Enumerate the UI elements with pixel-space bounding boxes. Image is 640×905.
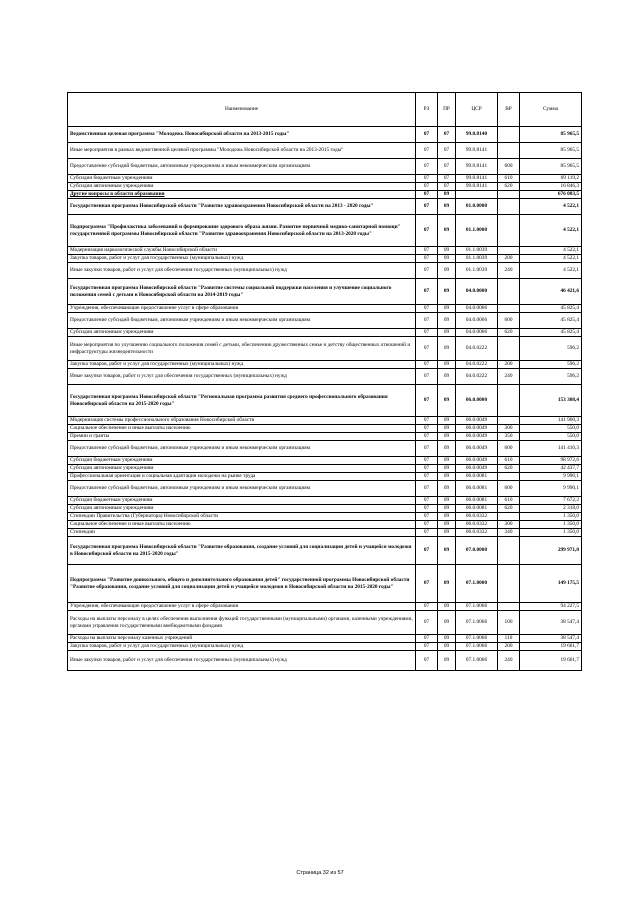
cell-csr: 04.0.0222: [456, 369, 498, 385]
cell-csr: 04.0.0066: [456, 329, 498, 337]
cell-sum: 596,2: [520, 369, 582, 385]
cell-rz: 07: [416, 305, 438, 313]
table-row: [68, 143, 582, 159]
cell-name: Субсидии автономным учреждениям: [68, 465, 416, 473]
cell-csr: 06.0.0081: [456, 497, 498, 505]
cell-csr: 06.0.0081: [456, 473, 498, 481]
cell-rz: 07: [416, 215, 438, 247]
cell-csr: 04.0.0000: [456, 279, 498, 305]
cell-name: Закупка товаров, работ и услуг для государственных (муниципальных) нужд: [68, 643, 416, 651]
cell-pr: 09: [438, 279, 456, 305]
cell-name: Расходы на выплаты персоналу в целях обеспечения выполнения функций государственными (муниципальными) органами, казенными учреждениями, органами управления государственными внебюджетными фондами: [68, 611, 416, 635]
cell-name: Премии и гранты: [68, 433, 416, 441]
cell-sum: 1 350,0: [520, 513, 582, 521]
cell-vr: [498, 337, 520, 361]
cell-sum: 9 990,1: [520, 481, 582, 497]
table-row: [68, 279, 582, 305]
cell-pr: 09: [438, 603, 456, 611]
cell-rz: 07: [416, 183, 438, 191]
cell-rz: 07: [416, 313, 438, 329]
table-row: [68, 175, 582, 183]
table-body: [68, 127, 582, 671]
cell-name: Учреждения, обеспечивающие предоставление услуг в сфере образования: [68, 305, 416, 313]
cell-vr: [498, 199, 520, 215]
cell-name: Субсидии бюджетным учреждениям: [68, 497, 416, 505]
cell-vr: 200: [498, 255, 520, 263]
table-row: [68, 643, 582, 651]
table-row: [68, 433, 582, 441]
cell-sum: 85 965,5: [520, 159, 582, 175]
table-row: [68, 247, 582, 255]
table-row: [68, 369, 582, 385]
cell-csr: 07.1.0066: [456, 611, 498, 635]
header-rz: РЗ: [416, 93, 438, 127]
cell-csr: 07.1.0066: [456, 635, 498, 643]
cell-sum: 4 522,1: [520, 263, 582, 279]
header-vr: ВР: [498, 93, 520, 127]
cell-sum: 153 308,4: [520, 385, 582, 417]
cell-rz: 07: [416, 385, 438, 417]
cell-csr: [456, 191, 498, 199]
cell-csr: 99.0.8141: [456, 143, 498, 159]
cell-pr: 09: [438, 313, 456, 329]
cell-vr: 300: [498, 425, 520, 433]
cell-pr: 09: [438, 643, 456, 651]
cell-rz: 07: [416, 361, 438, 369]
cell-sum: 19 661,7: [520, 643, 582, 651]
cell-rz: 07: [416, 255, 438, 263]
budget-table: [67, 92, 582, 671]
cell-name: Иные мероприятия по улучшению социального положения семей с детьми, обеспечению дружественных семье и детству общественных отношений и инфраструктуры жизнедеятельности: [68, 337, 416, 361]
cell-csr: 07.1.0066: [456, 603, 498, 611]
cell-pr: 09: [438, 263, 456, 279]
cell-name: Государственная программа Новосибирской области "Развитие системы социальной поддержки населения и улучшение социального положения семей с детьми в Новосибирской области на 2014-2019 годы": [68, 279, 416, 305]
cell-rz: 07: [416, 635, 438, 643]
cell-name: Предоставление субсидий бюджетным, автономным учреждениям и иным некоммерческим организациям: [68, 159, 416, 175]
cell-name: Учреждения, обеспечивающие предоставление услуг в сфере образования: [68, 603, 416, 611]
cell-rz: 07: [416, 643, 438, 651]
cell-vr: 620: [498, 465, 520, 473]
cell-rz: 07: [416, 565, 438, 603]
cell-pr: 07: [438, 143, 456, 159]
cell-name: Предоставление субсидий бюджетным, автономным учреждениям и иным некоммерческим организациям: [68, 481, 416, 497]
table-header-row: [68, 93, 582, 127]
cell-sum: 141 410,3: [520, 441, 582, 457]
table-row: [68, 603, 582, 611]
table-row: [68, 473, 582, 481]
cell-name: Субсидии автономным учреждениям: [68, 183, 416, 191]
table-row: [68, 457, 582, 465]
cell-pr: 09: [438, 505, 456, 513]
cell-csr: 06.0.0332: [456, 529, 498, 537]
cell-sum: 1 350,0: [520, 521, 582, 529]
cell-vr: [498, 143, 520, 159]
cell-name: Иные закупки товаров, работ и услуг для обеспечения государственных (муниципальных) нужд: [68, 369, 416, 385]
cell-csr: 01.0.0000: [456, 199, 498, 215]
cell-csr: 01.1.0039: [456, 247, 498, 255]
table-row: [68, 635, 582, 643]
cell-vr: [498, 279, 520, 305]
table-row: [68, 497, 582, 505]
cell-sum: 550,0: [520, 425, 582, 433]
cell-name: Государственная программа Новосибирской области "Развитие здравоохранения Новосибирской области на 2013 - 2020 годы": [68, 199, 416, 215]
cell-name: Другие вопросы в области образования: [68, 191, 416, 199]
cell-name: Закупка товаров, работ и услуг для государственных (муниципальных) нужд: [68, 255, 416, 263]
cell-name: Социальное обеспечение и иные выплаты населению: [68, 425, 416, 433]
cell-pr: 09: [438, 465, 456, 473]
cell-vr: 110: [498, 635, 520, 643]
cell-csr: 07.1.0066: [456, 651, 498, 671]
cell-name: Субсидии автономным учреждениям: [68, 329, 416, 337]
cell-pr: 07: [438, 159, 456, 175]
cell-rz: 07: [416, 473, 438, 481]
cell-pr: 09: [438, 361, 456, 369]
cell-vr: [498, 417, 520, 425]
cell-pr: 07: [438, 175, 456, 183]
cell-pr: 09: [438, 537, 456, 565]
cell-name: Ведомственная целевая программа "Молодежь Новосибирской области на 2013-2015 годы": [68, 127, 416, 143]
table-row: [68, 465, 582, 473]
cell-name: Закупка товаров, работ и услуг для государственных (муниципальных) нужд: [68, 361, 416, 369]
cell-pr: 09: [438, 369, 456, 385]
cell-rz: 07: [416, 425, 438, 433]
table-row: [68, 417, 582, 425]
cell-rz: 07: [416, 457, 438, 465]
cell-name: Государственная программа Новосибирской области "Региональная программа развития среднего профессионального образования Новосибирской области на 2015-2020 годы": [68, 385, 416, 417]
table-row: [68, 361, 582, 369]
cell-sum: 46 421,6: [520, 279, 582, 305]
cell-rz: 07: [416, 651, 438, 671]
cell-rz: 07: [416, 329, 438, 337]
cell-name: Модернизация наркологической службы Новосибирской области: [68, 247, 416, 255]
cell-sum: 16 846,3: [520, 183, 582, 191]
cell-name: Иные закупки товаров, работ и услуг для обеспечения государственных (муниципальных) нужд: [68, 651, 416, 671]
cell-sum: 38 547,4: [520, 635, 582, 643]
table-row: [68, 425, 582, 433]
cell-vr: 600: [498, 313, 520, 329]
cell-name: Социальное обеспечение и иные выплаты населению: [68, 521, 416, 529]
cell-vr: [498, 603, 520, 611]
cell-name: Иные мероприятия в рамках ведомственной целевой программы "Молодежь Новосибирской области на 2013-2015 годы": [68, 143, 416, 159]
cell-sum: 45 825,4: [520, 305, 582, 313]
cell-sum: 676 083,5: [520, 191, 582, 199]
page-number: Страница 32 из 57: [296, 870, 344, 876]
cell-sum: 550,0: [520, 433, 582, 441]
cell-rz: 07: [416, 433, 438, 441]
cell-pr: 09: [438, 199, 456, 215]
cell-csr: 06.0.0332: [456, 513, 498, 521]
cell-rz: 07: [416, 603, 438, 611]
table-row: [68, 159, 582, 175]
cell-pr: 07: [438, 183, 456, 191]
cell-pr: 09: [438, 441, 456, 457]
cell-csr: 06.0.0049: [456, 433, 498, 441]
table-row: [68, 537, 582, 565]
cell-csr: 04.0.0066: [456, 305, 498, 313]
cell-sum: 4 522,1: [520, 199, 582, 215]
cell-name: Субсидии бюджетным учреждениям: [68, 175, 416, 183]
cell-name: Подпрограмма "Профилактика заболеваний и формирование здорового образа жизни. Развитие первичной медико-санитарной помощи" государственной программы Новосибирской области "Развитие здравоохранения Новосибирской области на 2013-2020 годы": [68, 215, 416, 247]
cell-vr: 600: [498, 159, 520, 175]
table-row: [68, 385, 582, 417]
cell-vr: 610: [498, 175, 520, 183]
table-row: [68, 215, 582, 247]
table-row: [68, 513, 582, 521]
cell-csr: 99.0.8141: [456, 175, 498, 183]
cell-rz: 07: [416, 191, 438, 199]
cell-vr: 100: [498, 611, 520, 635]
table-row: [68, 651, 582, 671]
cell-csr: 06.0.0000: [456, 385, 498, 417]
table-row: [68, 263, 582, 279]
cell-rz: 07: [416, 247, 438, 255]
cell-csr: 01.1.0000: [456, 215, 498, 247]
cell-pr: 09: [438, 513, 456, 521]
cell-pr: 09: [438, 255, 456, 263]
cell-vr: 340: [498, 529, 520, 537]
cell-rz: 07: [416, 529, 438, 537]
cell-csr: 04.0.0066: [456, 313, 498, 329]
table-row: [68, 313, 582, 329]
cell-csr: 06.0.0049: [456, 441, 498, 457]
cell-csr: 06.0.0049: [456, 457, 498, 465]
cell-sum: 85 965,5: [520, 127, 582, 143]
table-row: [68, 505, 582, 513]
cell-rz: 07: [416, 199, 438, 215]
cell-rz: 07: [416, 369, 438, 385]
cell-csr: 04.0.0222: [456, 361, 498, 369]
cell-csr: 06.0.0049: [456, 425, 498, 433]
cell-pr: 09: [438, 247, 456, 255]
cell-vr: [498, 513, 520, 521]
cell-name: Субсидии автономным учреждениям: [68, 505, 416, 513]
cell-rz: 07: [416, 441, 438, 457]
header-name: Наименование: [68, 93, 416, 127]
cell-name: Предоставление субсидий бюджетным, автономным учреждениям и иным некоммерческим организациям: [68, 441, 416, 457]
cell-sum: 7 672,2: [520, 497, 582, 505]
cell-name: Расходы на выплаты персоналу казенных учреждений: [68, 635, 416, 643]
cell-rz: 07: [416, 127, 438, 143]
cell-rz: 07: [416, 175, 438, 183]
header-pr: ПР: [438, 93, 456, 127]
cell-vr: 600: [498, 441, 520, 457]
cell-sum: 42 437,7: [520, 465, 582, 473]
cell-name: Иные закупки товаров, работ и услуг для обеспечения государственных (муниципальных) нужд: [68, 263, 416, 279]
cell-sum: 2 318,0: [520, 505, 582, 513]
cell-rz: 07: [416, 465, 438, 473]
cell-pr: 09: [438, 329, 456, 337]
cell-pr: 09: [438, 305, 456, 313]
cell-vr: [498, 473, 520, 481]
cell-pr: 07: [438, 127, 456, 143]
cell-vr: [498, 127, 520, 143]
cell-vr: 610: [498, 497, 520, 505]
cell-csr: 01.1.0039: [456, 255, 498, 263]
cell-sum: 69 119,2: [520, 175, 582, 183]
cell-rz: 07: [416, 337, 438, 361]
cell-sum: 9 990,1: [520, 473, 582, 481]
cell-name: Подпрограмма "Развитие дошкольного, общего и дополнительного образования детей" государственной программы Новосибирской области "Развитие образования, создание условий для социализации детей и учащейся молодежи в Новосибирской области на 2015-2020 годы": [68, 565, 416, 603]
cell-csr: 99.0.8141: [456, 183, 498, 191]
table-row: [68, 183, 582, 191]
cell-vr: 350: [498, 433, 520, 441]
cell-sum: 38 547,4: [520, 611, 582, 635]
cell-rz: 07: [416, 417, 438, 425]
cell-rz: 07: [416, 263, 438, 279]
cell-vr: [498, 191, 520, 199]
cell-csr: 07.1.0000: [456, 565, 498, 603]
cell-sum: 45 825,4: [520, 329, 582, 337]
cell-pr: 09: [438, 529, 456, 537]
cell-sum: 4 522,1: [520, 215, 582, 247]
cell-vr: 240: [498, 651, 520, 671]
cell-sum: 98 972,6: [520, 457, 582, 465]
cell-sum: 299 971,0: [520, 537, 582, 565]
cell-vr: 620: [498, 329, 520, 337]
table-row: [68, 199, 582, 215]
cell-pr: 09: [438, 565, 456, 603]
table-row: [68, 305, 582, 313]
table-row: [68, 481, 582, 497]
cell-csr: 99.0.8140: [456, 127, 498, 143]
cell-vr: [498, 537, 520, 565]
cell-rz: 07: [416, 537, 438, 565]
cell-vr: 240: [498, 263, 520, 279]
table-row: [68, 441, 582, 457]
cell-rz: 07: [416, 143, 438, 159]
cell-pr: 09: [438, 215, 456, 247]
cell-csr: 01.1.0039: [456, 263, 498, 279]
cell-name: Модернизация системы профессионального образования Новосибирской области: [68, 417, 416, 425]
cell-vr: 610: [498, 457, 520, 465]
cell-pr: 09: [438, 191, 456, 199]
cell-csr: 06.0.0049: [456, 417, 498, 425]
table-row: [68, 127, 582, 143]
cell-pr: 09: [438, 473, 456, 481]
cell-csr: 06.0.0332: [456, 521, 498, 529]
table-row: [68, 191, 582, 199]
cell-rz: 07: [416, 481, 438, 497]
cell-rz: 07: [416, 159, 438, 175]
cell-pr: 09: [438, 651, 456, 671]
cell-pr: 09: [438, 457, 456, 465]
cell-vr: [498, 385, 520, 417]
cell-sum: 596,2: [520, 337, 582, 361]
cell-pr: 09: [438, 385, 456, 417]
cell-vr: 300: [498, 521, 520, 529]
cell-vr: [498, 215, 520, 247]
cell-pr: 09: [438, 521, 456, 529]
cell-sum: 19 661,7: [520, 651, 582, 671]
header-csr: ЦСР: [456, 93, 498, 127]
cell-sum: 141 960,3: [520, 417, 582, 425]
table-row: [68, 611, 582, 635]
cell-sum: 149 175,5: [520, 565, 582, 603]
cell-name: Предоставление субсидий бюджетным, автономным учреждениям и иным некоммерческим организациям: [68, 313, 416, 329]
cell-rz: 07: [416, 279, 438, 305]
cell-sum: 94 227,5: [520, 603, 582, 611]
cell-csr: 07.0.0000: [456, 537, 498, 565]
cell-csr: 07.1.0066: [456, 643, 498, 651]
cell-sum: 1 350,0: [520, 529, 582, 537]
cell-csr: 06.0.0049: [456, 465, 498, 473]
cell-vr: 200: [498, 361, 520, 369]
cell-name: Профессиональная ориентация и социальная адаптация молодежи на рынке труда: [68, 473, 416, 481]
cell-pr: 09: [438, 611, 456, 635]
cell-sum: 4 522,1: [520, 255, 582, 263]
cell-sum: 596,2: [520, 361, 582, 369]
header-sum: Сумма: [520, 93, 582, 127]
cell-sum: 45 825,4: [520, 313, 582, 329]
cell-vr: [498, 565, 520, 603]
cell-pr: 09: [438, 337, 456, 361]
cell-pr: 09: [438, 425, 456, 433]
cell-vr: 240: [498, 369, 520, 385]
cell-vr: [498, 247, 520, 255]
cell-name: Субсидии бюджетным учреждениям: [68, 457, 416, 465]
cell-pr: 09: [438, 481, 456, 497]
cell-pr: 09: [438, 635, 456, 643]
cell-csr: 99.0.8141: [456, 159, 498, 175]
cell-vr: 600: [498, 481, 520, 497]
cell-rz: 07: [416, 497, 438, 505]
cell-vr: 620: [498, 183, 520, 191]
table-row: [68, 329, 582, 337]
cell-rz: 07: [416, 513, 438, 521]
cell-csr: 04.0.0222: [456, 337, 498, 361]
cell-vr: [498, 305, 520, 313]
cell-rz: 07: [416, 611, 438, 635]
cell-name: Государственная программа Новосибирской области "Развитие образования, создание условий для социализации детей и учащейся молодежи в Новосибирской области на 2015-2020 годы": [68, 537, 416, 565]
cell-rz: 07: [416, 505, 438, 513]
cell-sum: 4 522,1: [520, 247, 582, 255]
cell-name: Стипендии Правительства (Губернатора) Новосибирской области: [68, 513, 416, 521]
cell-rz: 07: [416, 521, 438, 529]
table-row: [68, 337, 582, 361]
cell-sum: 85 965,5: [520, 143, 582, 159]
cell-csr: 06.0.0081: [456, 481, 498, 497]
cell-pr: 09: [438, 497, 456, 505]
table-row: [68, 255, 582, 263]
table-row: [68, 565, 582, 603]
cell-name: Стипендии: [68, 529, 416, 537]
cell-pr: 09: [438, 417, 456, 425]
cell-vr: 200: [498, 643, 520, 651]
cell-csr: 06.0.0081: [456, 505, 498, 513]
cell-pr: 09: [438, 433, 456, 441]
table-row: [68, 521, 582, 529]
cell-vr: 620: [498, 505, 520, 513]
table-row: [68, 529, 582, 537]
